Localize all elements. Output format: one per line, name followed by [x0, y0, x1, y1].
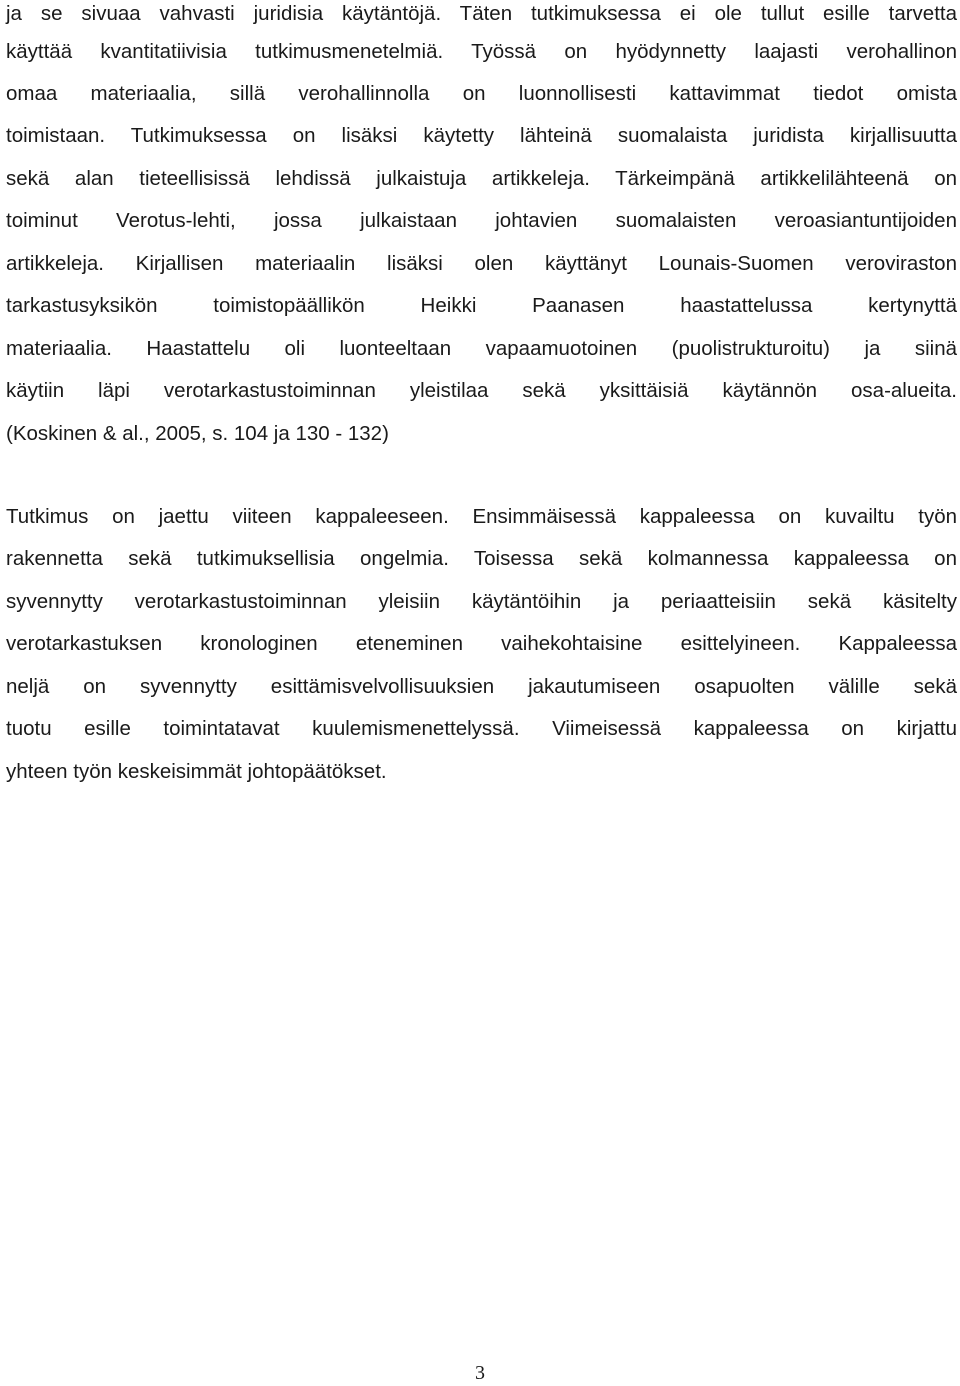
text-line: ja se sivuaa vahvasti juridisia käytäntöjä. Täten tutkimuksessa ei ole tullut esille tarvetta: [6, 2, 957, 25]
text-line: toimistaan. Tutkimuksessa on lisäksi käytetty lähteinä suomalaista juridista kirjallisuutta: [6, 124, 957, 147]
text-line: rakennetta sekä tutkimuksellisia ongelmia. Toisessa sekä kolmannessa kappaleessa on: [6, 547, 957, 570]
text-line: syvennytty verotarkastustoiminnan yleisiin käytäntöihin ja periaatteisiin sekä käsitelty: [6, 590, 957, 613]
text-line: omaa materiaalia, sillä verohallinnolla on luonnollisesti kattavimmat tiedot omista: [6, 82, 957, 105]
text-line: käyttää kvantitatiivisia tutkimusmenetelmiä. Työssä on hyödynnetty laajasti verohallinon: [6, 40, 957, 63]
text-line: tuotu esille toimintatavat kuulemismenettelyssä. Viimeisessä kappaleessa on kirjattu: [6, 717, 957, 740]
text-line: Tutkimus on jaettu viiteen kappaleeseen. Ensimmäisessä kappaleessa on kuvailtu työn: [6, 505, 957, 528]
text-line: verotarkastuksen kronologinen eteneminen vaihekohtaisine esittelyineen. Kappaleessa: [6, 632, 957, 655]
page-number: 3: [475, 1362, 485, 1384]
text-line: materiaalia. Haastattelu oli luonteeltaan vapaamuotoinen (puolistrukturoitu) ja siinä: [6, 337, 957, 360]
text-line: sekä alan tieteellisissä lehdissä julkaistuja artikkeleja. Tärkeimpänä artikkelilähteenä on: [6, 167, 957, 190]
citation-line: (Koskinen & al., 2005, s. 104 ja 130 - 132): [6, 422, 389, 445]
text-line: tarkastusyksikön toimistopäällikön Heikki Paanasen haastattelussa kertynyttä: [6, 294, 957, 317]
text-line: toiminut Verotus-lehti, jossa julkaistaan johtavien suomalaisten veroasiantuntijoiden: [6, 209, 957, 232]
text-line: neljä on syvennytty esittämisvelvollisuuksien jakautumiseen osapuolten välille sekä: [6, 675, 957, 698]
text-line: artikkeleja. Kirjallisen materiaalin lisäksi olen käyttänyt Lounais-Suomen veroviraston: [6, 252, 957, 275]
text-line: käytiin läpi verotarkastustoiminnan yleistilaa sekä yksittäisiä käytännön osa-alueita.: [6, 379, 957, 402]
text-line: yhteen työn keskeisimmät johtopäätökset.: [6, 760, 387, 783]
